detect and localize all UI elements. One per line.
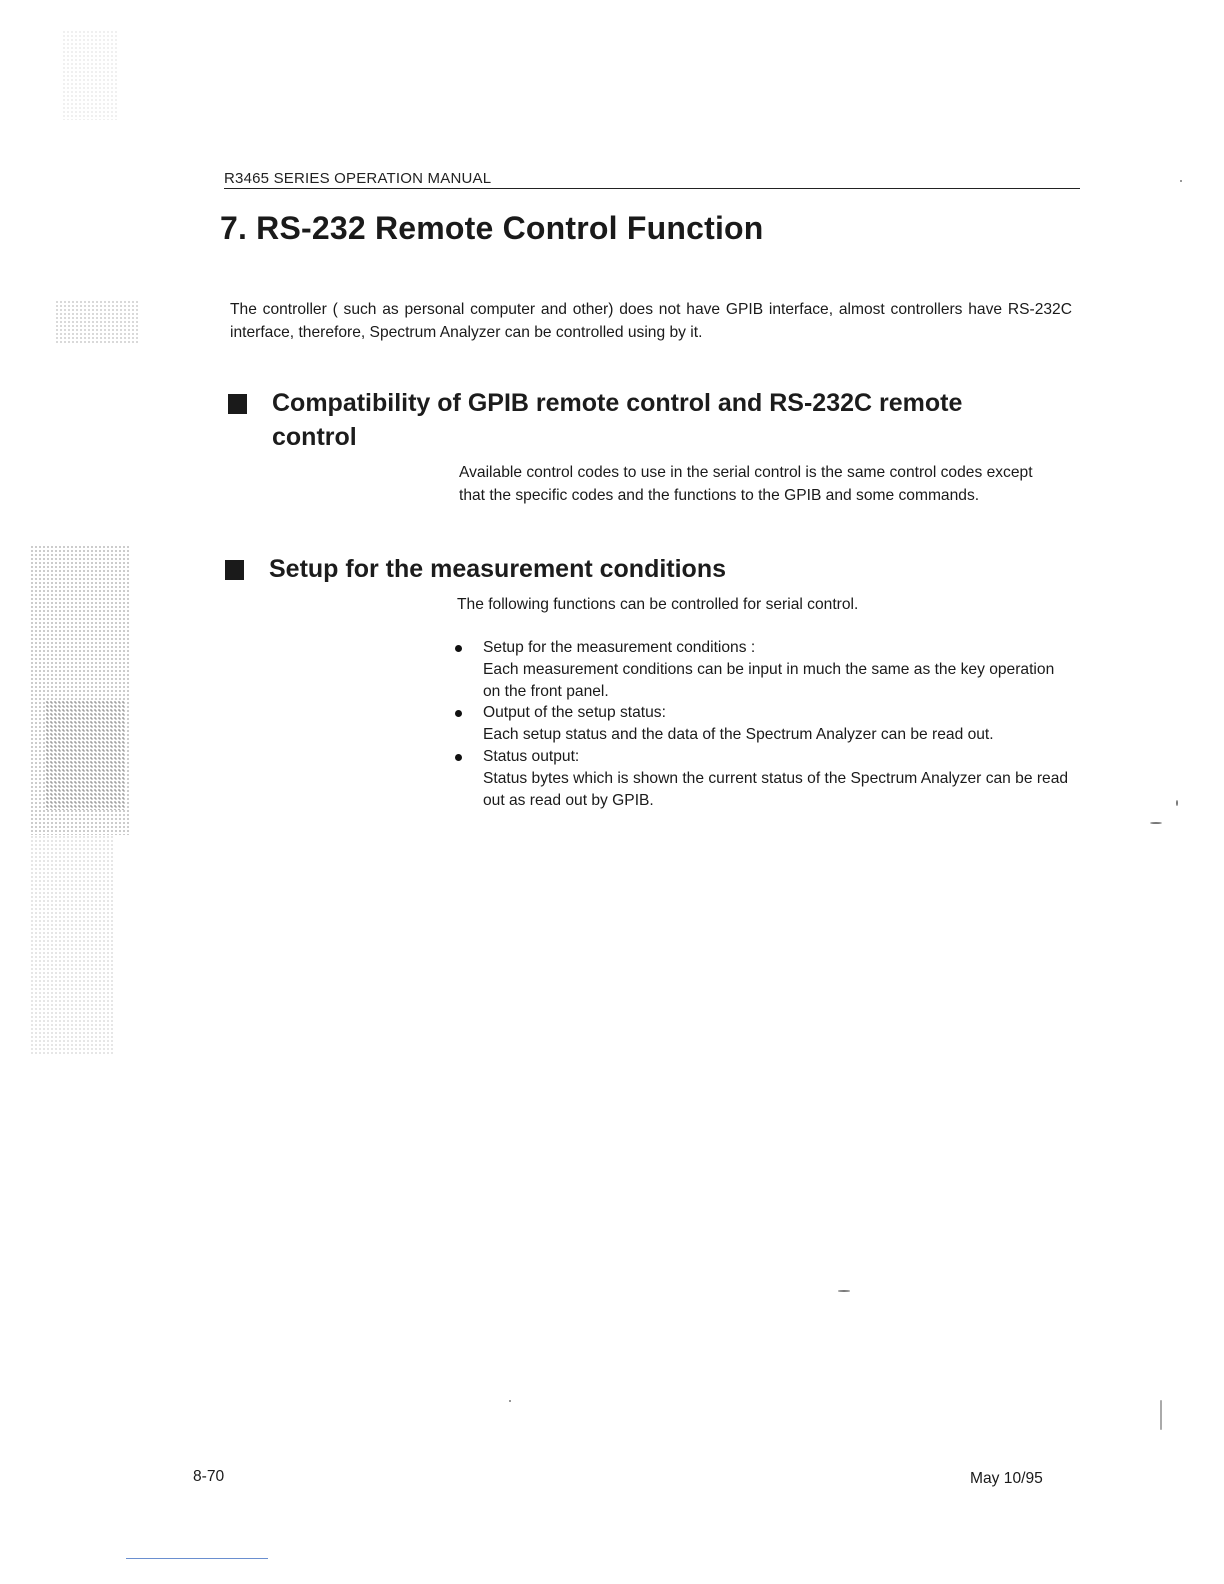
- scan-speck: [1176, 800, 1178, 806]
- bullet-dot-icon: [455, 754, 462, 761]
- list-item-text: Each measurement conditions can be input in much the same as the key operation on the front panel.: [483, 660, 1055, 700]
- scan-speck: [509, 1400, 511, 1402]
- setup-paragraph: The following functions can be controlled for serial control.: [457, 596, 859, 613]
- list-item-title: Setup for the measurement conditions :: [483, 639, 756, 656]
- list-item-title: Output of the setup status:: [483, 704, 666, 722]
- section-heading-compatibility: [272, 386, 1032, 454]
- scan-artifact: [55, 300, 140, 345]
- scan-artifact: [30, 835, 115, 1055]
- list-item: [453, 637, 1073, 702]
- scan-artifact: [62, 30, 117, 120]
- divider: [126, 1558, 268, 1559]
- list-item: [453, 746, 1073, 811]
- list-item-text: Status bytes which is shown the current status of the Spectrum Analyzer can be read out as read out by GPIB.: [483, 769, 1069, 809]
- intro-paragraph: The controller ( such as personal computer and other) does not have GPIB interface, almost controllers have RS-232C interface, therefore, Spectrum Analyzer can be controlled using by it.: [230, 301, 1072, 341]
- section-heading-setup: [269, 552, 1029, 586]
- square-bullet-icon: [225, 560, 244, 580]
- scan-speck: [1180, 180, 1182, 182]
- chapter-title: 7. RS-232 Remote Control Function: [220, 210, 764, 246]
- section-heading-text: Setup for the measurement conditions: [269, 555, 727, 583]
- bullet-dot-icon: [455, 645, 462, 652]
- list-item-text: Each setup status and the data of the Spectrum Analyzer can be read out.: [483, 726, 994, 744]
- scan-speck: [1160, 1400, 1162, 1430]
- bullet-dot-icon: [455, 710, 462, 717]
- page-number: 8-70: [193, 1468, 225, 1485]
- running-header: R3465 SERIES OPERATION MANUAL: [224, 170, 1080, 189]
- function-list: [453, 637, 1073, 811]
- list-item: [453, 702, 1073, 746]
- section-heading-text: Compatibility of GPIB remote control and RS-232C remote control: [272, 389, 963, 451]
- square-bullet-icon: [228, 394, 247, 414]
- scan-artifact: [45, 700, 125, 810]
- scan-speck: [838, 1290, 850, 1292]
- compatibility-paragraph: Available control codes to use in the serial control is the same control codes except that the specific codes and the functions to the GPIB and some commands.: [459, 464, 1033, 504]
- list-item-title: Status output:: [483, 747, 580, 765]
- footer-date: May 10/95: [970, 1470, 1043, 1487]
- scan-speck: [1150, 822, 1162, 824]
